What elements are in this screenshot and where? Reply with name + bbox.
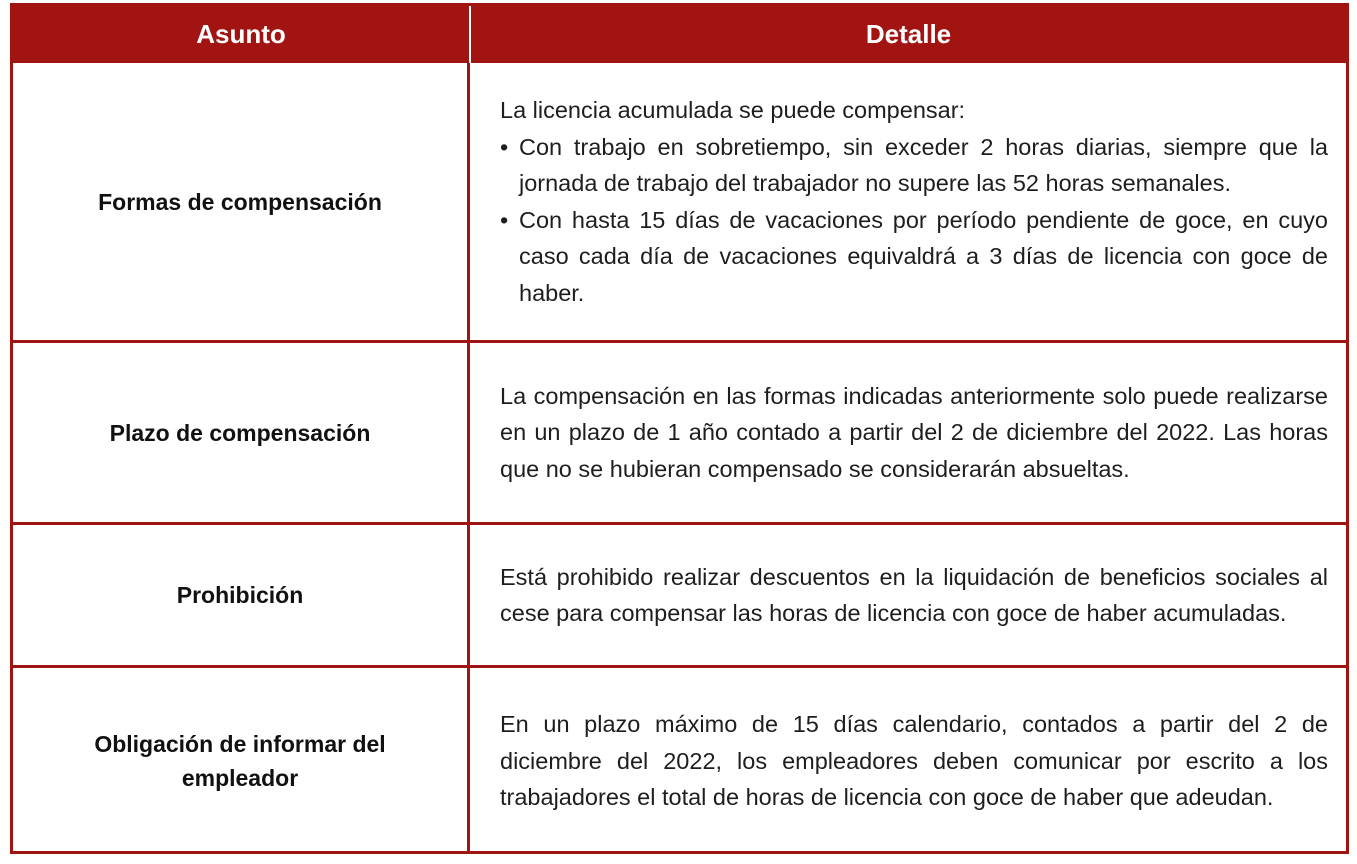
detail-plazo-de-compensacion: La compensación en las formas indicadas anteriormente solo puede realizarse en un plazo de 1 año contado a partir del 2 de diciembre del 2022. Las horas que no se hubieran compensado se considerarán absueltas. [500, 382, 1328, 482]
header-detalle: Detalle [865, 19, 952, 49]
table-header [13, 6, 1346, 63]
subject-prohibicion: Prohibición [176, 582, 304, 608]
list-item [500, 129, 1328, 202]
detail-cell [470, 63, 1346, 340]
detail-cell [470, 668, 1346, 854]
table-row [13, 522, 1346, 665]
detail-cell [470, 525, 1346, 665]
subject-cell [13, 343, 470, 522]
detail-obligacion-de-informar: En un plazo máximo de 15 días calendario, contados a partir del 2 de diciembre del 2022, los empleadores deben comunicar por escrito a los trabajadores el total de horas de licencia con goce de haber que adeudan. [500, 711, 1328, 811]
subject-cell [13, 668, 470, 854]
subject-obligacion-de-informar: Obligación de informar del empleador [94, 731, 386, 791]
detail-formas-de-compensacion [500, 92, 1328, 311]
header-asunto: Asunto [13, 6, 471, 63]
bullet-icon: • [500, 206, 509, 233]
bullet-list [500, 129, 1328, 312]
list-item-text: Con trabajo en sobretiempo, sin exceder 2 horas diarias, siempre que la jornada de trabajo del trabajador no supere las 52 horas semanales. [519, 133, 1328, 196]
detail-cell [470, 343, 1346, 522]
list-item-text: Con hasta 15 días de vacaciones por período pendiente de goce, en cuyo caso cada día de vacaciones equivaldrá a 3 días de licencia con goce de haber. [519, 206, 1328, 306]
subject-cell [13, 525, 470, 665]
list-item [500, 202, 1328, 312]
detail-intro: La licencia acumulada se puede compensar: [500, 97, 966, 123]
subject-cell [13, 63, 470, 340]
table-row [13, 665, 1346, 854]
subject-plazo-de-compensacion: Plazo de compensación [109, 419, 371, 446]
detail-prohibicion: Está prohibido realizar descuentos en la liquidación de beneficios sociales al cese para compensar las horas de licencia con goce de haber acumuladas. [500, 563, 1328, 626]
compensation-table [10, 3, 1349, 854]
subject-formas-de-compensacion: Formas de compensación [98, 188, 382, 215]
bullet-icon: • [500, 133, 509, 160]
table-row [13, 340, 1346, 522]
table-row [13, 63, 1346, 340]
